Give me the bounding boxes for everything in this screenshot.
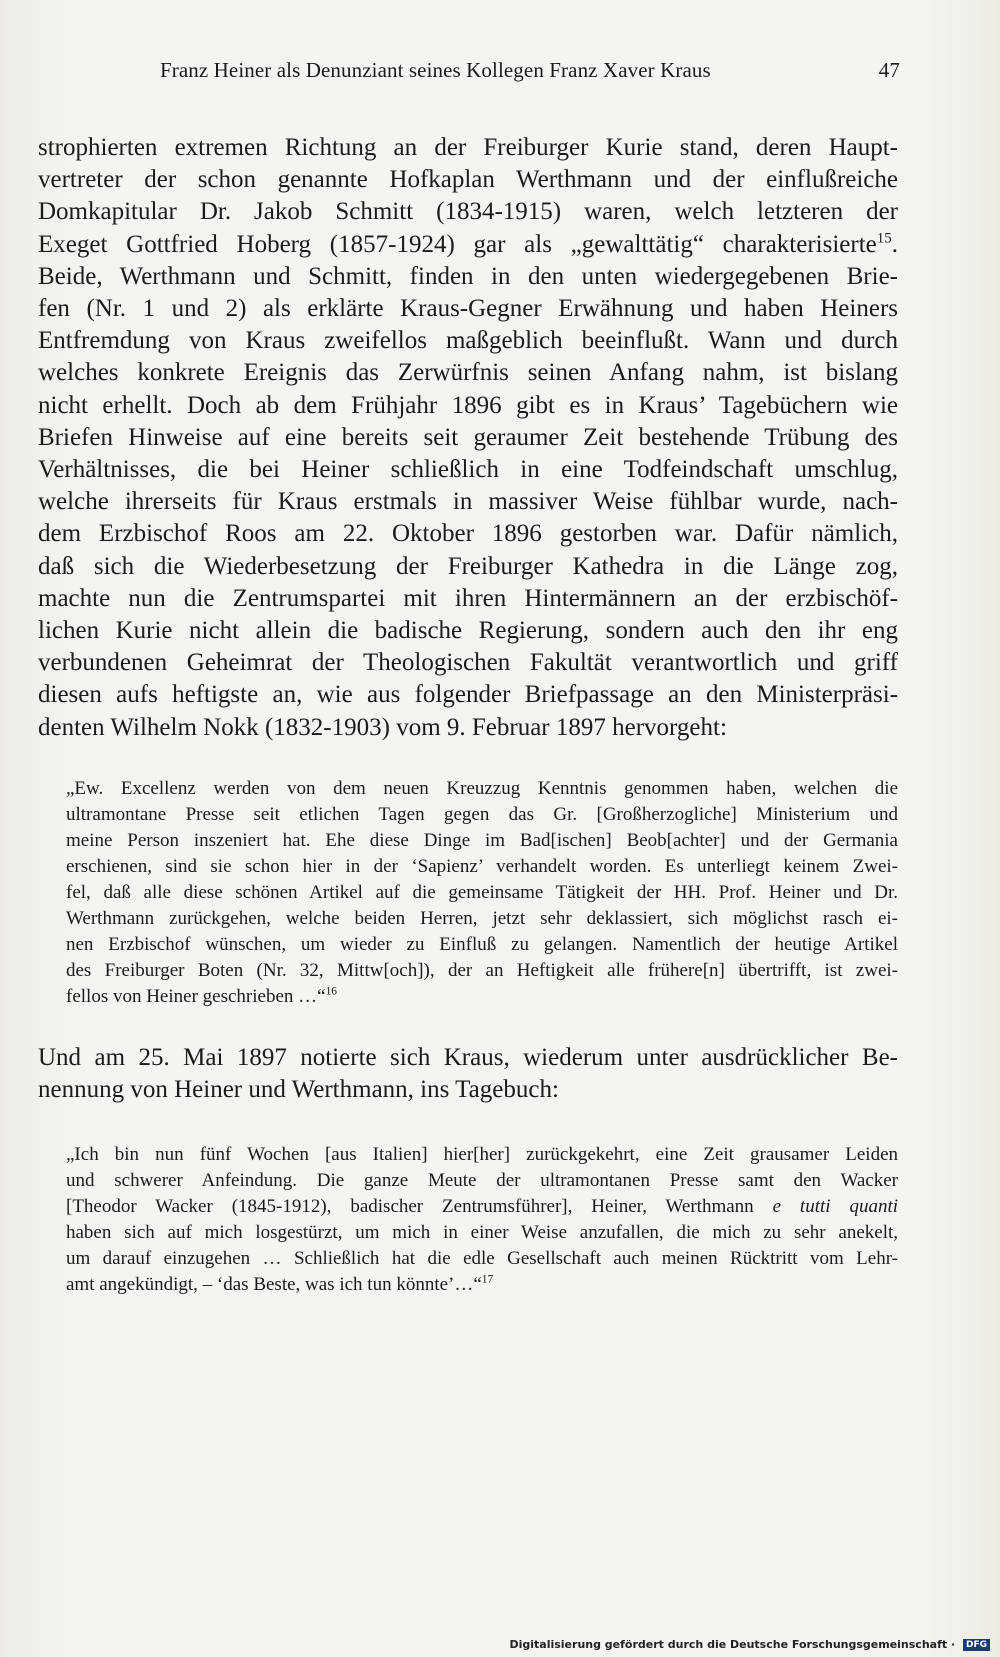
quote-line: Werthmann zurückgehen, welche beiden Herren, jetzt sehr deklassiert, sich möglichst rasch ei-	[66, 908, 898, 929]
page-number: 47	[878, 58, 900, 82]
text-line: strophierten extremen Richtung an der Freiburger Kurie stand, deren Haupt-	[38, 134, 898, 161]
text-line: Entfremdung von Kraus zweifellos maßgeblich beeinflußt. Wann und durch	[38, 327, 898, 355]
quote-line: erschienen, sind sie schon hier in der ‘Sapienz’ verhandelt worden. Es unterliegt keinem Zwei-	[66, 856, 898, 877]
text-line: nennung von Heiner und Werthmann, ins Tagebuch:	[38, 1076, 559, 1104]
quote-line: meine Person inszeniert hat. Ehe diese Dinge im Bad[ischen] Beob[achter] und der Germania	[66, 830, 898, 851]
text-line: denten Wilhelm Nokk (1832-1903) vom 9. Februar 1897 hervorgeht:	[38, 713, 727, 741]
text-line: Domkapitular Dr. Jakob Schmitt (1834-1915) waren, welch letzteren der	[38, 198, 898, 226]
text-line: Und am 25. Mai 1897 notierte sich Kraus, wiederum unter ausdrücklicher Be-	[38, 1044, 898, 1071]
quote-line-content: amt angekündigt, – ‘das Beste, was ich tun könnte’…“	[66, 1274, 482, 1295]
text-line: diesen aufs heftigste an, wie aus folgender Briefpassage an den Ministerpräsi-	[38, 681, 898, 709]
quote-line	[66, 1194, 898, 1220]
text-line: welche ihrerseits für Kraus erstmals in massiver Weise fühlbar wurde, nach-	[38, 488, 898, 516]
footnote-ref-16: 16	[325, 985, 337, 998]
text-line	[38, 229, 898, 261]
quote-line: haben sich auf mich losgestürzt, um mich in einer Weise anzufallen, die mich zu sehr anekelt,	[66, 1222, 898, 1243]
quote-line: des Freiburger Boten (Nr. 32, Mittw[och]), der an Heftigkeit alle frühere[n] übertrifft, ist zwei-	[66, 960, 898, 981]
quote-line: „Ich bin nun fünf Wochen [aus Italien] hier[her] zurückgekehrt, eine Zeit grausamer Leiden	[66, 1144, 898, 1165]
quote-line: um darauf einzugehen … Schließlich hat die edle Gesellschaft auch meinen Rücktritt vom Lehr-	[66, 1248, 898, 1269]
quote-line: und schwerer Anfeindung. Die ganze Meute der ultramontanen Presse samt den Wacker	[66, 1170, 898, 1191]
italic-phrase: e tutti quanti	[772, 1196, 898, 1217]
quote-line: ultramontane Presse seit etlichen Tagen gegen das Gr. [Großherzogliche] Ministerium und	[66, 804, 898, 825]
text-line: welches konkrete Ereignis das Zerwürfnis seinen Anfang nahm, ist bislang	[38, 359, 898, 387]
running-header-title: Franz Heiner als Denunziant seines Kollegen Franz Xaver Kraus	[160, 58, 711, 82]
dfg-logo: DFG	[963, 1639, 990, 1651]
quote-line	[66, 1272, 898, 1298]
quote-line: fel, daß alle diese schönen Artikel auf die gemeinsame Tätigkeit der HH. Prof. Heiner und Dr.	[66, 882, 898, 903]
block-quote-2	[66, 1142, 898, 1298]
body-paragraph-1	[38, 132, 898, 744]
text-line: lichen Kurie nicht allein die badische Regierung, sondern auch den ihr eng	[38, 617, 898, 645]
text-line: daß sich die Wiederbesetzung der Freiburger Kathedra in die Länge zog,	[38, 552, 898, 580]
text-line: Verhältnisses, die bei Heiner schließlich in eine Todfeindschaft umschlug,	[38, 456, 898, 484]
text-line: dem Erzbischof Roos am 22. Oktober 1896 gestorben war. Dafür nämlich,	[38, 520, 898, 548]
funding-note: Digitalisierung gefördert durch die Deutsche Forschungsgemeinschaft ·	[509, 1638, 956, 1651]
footnote-ref-17: 17	[481, 1273, 494, 1286]
body-paragraph-2	[38, 1042, 898, 1106]
quote-line-content: fellos von Heiner geschrieben …“	[66, 986, 326, 1007]
text-line-content: Exeget Gottfried Hoberg (1857-1924) gar als „gewalttätig“ charakterisierte	[38, 230, 877, 258]
quote-line	[66, 984, 898, 1010]
text-line: verbundenen Geheimrat der Theologischen Fakultät verantwortlich und griff	[38, 649, 898, 677]
text-line: Briefen Hinweise auf eine bereits seit geraumer Zeit bestehende Trübung des	[38, 423, 898, 451]
quote-line-content: [Theodor Wacker (1845-1912), badischer Zentrumsführer], Heiner, Werthmann	[66, 1196, 754, 1217]
text-line: vertreter der schon genannte Hofkaplan Werthmann und der einflußreiche	[38, 166, 898, 194]
text-line: Beide, Werthmann und Schmitt, finden in den unten wiedergegebenen Brie-	[38, 262, 898, 290]
text-line: machte nun die Zentrumspartei mit ihren Hintermännern an der erzbischöf-	[38, 584, 898, 612]
quote-line: nen Erzbischof wünschen, um wieder zu Einfluß zu gelangen. Namentlich der heutige Artikel	[66, 934, 898, 955]
block-quote-1	[66, 776, 898, 1010]
line-end-punct: .	[891, 230, 898, 258]
quote-line: „Ew. Excellenz werden von dem neuen Kreuzzug Kenntnis genommen haben, welchen die	[66, 778, 898, 799]
digitization-footer	[509, 1638, 990, 1651]
text-line: nicht erhellt. Doch ab dem Frühjahr 1896 gibt es in Kraus’ Tagebüchern wie	[38, 391, 898, 419]
footnote-ref-15: 15	[876, 230, 892, 247]
text-line: fen (Nr. 1 und 2) als erklärte Kraus-Gegner Erwähnung und haben Heiners	[38, 295, 898, 323]
